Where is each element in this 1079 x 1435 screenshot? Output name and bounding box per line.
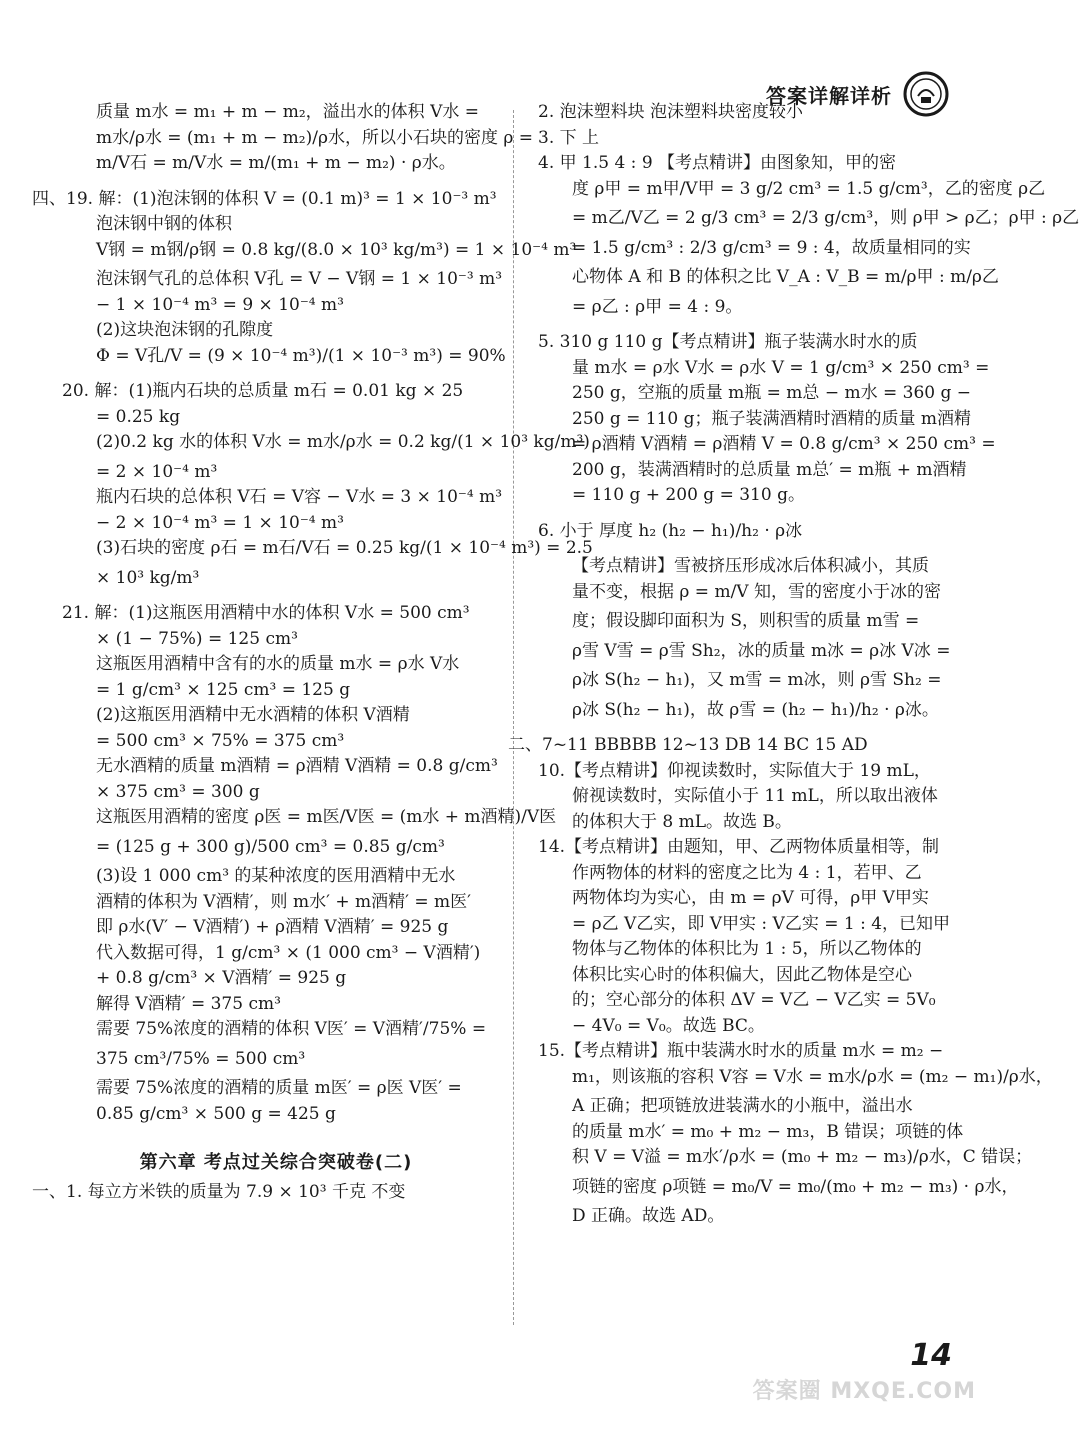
text-line: × 10³ kg/m³ <box>96 567 200 588</box>
text-line: − 4V₀ = V₀。故选 BC。 <box>572 1015 765 1036</box>
text-line: = 2 × 10⁻⁴ m³ <box>96 461 218 482</box>
text-line: 二、7~11 BBBBB 12~13 DB 14 BC 15 AD <box>508 735 868 755</box>
text-line: 一、1. 每立方米铁的质量为 7.9 × 10³ 千克 不变 <box>32 1182 406 1202</box>
text-line: = ρ乙 V乙实，即 V甲实 : V乙实 = 1 : 4，已知甲 <box>572 913 951 934</box>
text-line: m/V石 = m/V水 = m/(m₁ + m − m₂) · ρ水。 <box>96 153 456 173</box>
text-line: 俯视读数时，实际值小于 11 mL，所以取出液体 <box>572 786 938 806</box>
column-divider <box>513 110 514 1325</box>
text-line: V钢 = m钢/ρ钢 = 0.8 kg/(8.0 × 10³ kg/m³) = 1 × 10⁻⁴ m³ <box>96 239 577 260</box>
text-line: ρ雪 V雪 = ρ雪 Sh₂，冰的质量 m冰 = ρ冰 V冰 = <box>572 640 951 661</box>
text-line: 度 ρ甲 = m甲/V甲 = 3 g/2 cm³ = 1.5 g/cm³，乙的密度 ρ乙 <box>572 178 1046 199</box>
text-line: (3)石块的密度 ρ石 = m石/V石 = 0.25 kg/(1 × 10⁻⁴ m³) = 2.5 <box>96 538 593 558</box>
text-line: 10.【考点精讲】仰视读数时，实际值大于 19 mL， <box>538 760 931 781</box>
text-line: ρ冰 S(h₂ − h₁)，又 m雪 = m冰，则 ρ雪 Sh₂ = <box>572 670 942 690</box>
text-line: 需要 75%浓度的酒精的体积 V医′ = V酒精′/75% = <box>96 1019 487 1039</box>
text-line: = 1.5 g/cm³ : 2/3 g/cm³ = 9 : 4，故质量相同的实 <box>572 237 971 258</box>
text-line: 这瓶医用酒精的密度 ρ医 = m医/V医 = (m水 + m酒精)/V医 <box>96 807 557 827</box>
text-line: 四、19. 解：(1)泡沫钢的体积 V = (0.1 m)³ = 1 × 10⁻³ m³ <box>32 188 497 209</box>
text-line: 积 V = V溢 = m水′/ρ水 = (m₀ + m₂ − m₃)/ρ水，C 错误； <box>572 1147 1033 1167</box>
text-line: 14.【考点精讲】由题知，甲、乙两物体质量相等，制 <box>538 837 940 857</box>
text-line: 质量 m水 = m₁ + m − m₂，溢出水的体积 V水 = <box>96 102 479 122</box>
text-line: 项链的密度 ρ项链 = m₀/V = m₀/(m₀ + m₂ − m₃) · ρ水， <box>572 1176 1019 1197</box>
text-line: = 0.25 kg <box>96 406 181 427</box>
text-line: 体积比实心时的体积偏大，因此乙物体是空心 <box>572 964 912 985</box>
text-line: = m乙/V乙 = 2 g/3 cm³ = 2/3 g/cm³，则 ρ甲 > ρ乙；ρ甲 : ρ乙 <box>572 208 1079 228</box>
text-line: 250 g = 110 g；瓶子装满酒精时酒精的质量 m酒精 <box>572 408 972 429</box>
text-line: + 0.8 g/cm³ × V酒精′ = 925 g <box>96 968 347 988</box>
header-title: 答案详解详析 <box>766 83 892 108</box>
text-line: 250 g，空瓶的质量 m瓶 = m总 − m水 = 360 g − <box>572 383 972 403</box>
text-line: 作两物体的材料的密度之比为 4 : 1，若甲、乙 <box>572 862 922 883</box>
text-line: 20. 解：(1)瓶内石块的总质量 m石 = 0.01 kg × 25 <box>62 381 464 401</box>
text-line: A 正确；把项链放进装满水的小瓶中，溢出水 <box>572 1096 913 1116</box>
text-line: 量 m水 = ρ水 V水 = ρ水 V = 1 g/cm³ × 250 cm³ = <box>572 357 990 378</box>
text-line: 2. 泡沫塑料块 泡沫塑料块密度较小 <box>538 102 804 122</box>
text-line: 无水酒精的质量 m酒精 = ρ酒精 V酒精 = 0.8 g/cm³ <box>96 756 498 776</box>
text-line: 酒精的体积为 V酒精′，则 m水′ + m酒精′ = m医′ <box>96 891 471 912</box>
text-line: ρ冰 S(h₂ − h₁)，故 ρ雪 = (h₂ − h₁)/h₂ · ρ冰。 <box>572 699 939 720</box>
text-line: = ρ酒精 V酒精 = ρ酒精 V = 0.8 g/cm³ × 250 cm³ = <box>572 434 996 454</box>
text-line: m₁，则该瓶的容积 V容 = V水 = m水/ρ水 = (m₂ − m₁)/ρ水， <box>572 1066 1053 1087</box>
text-line: 需要 75%浓度的酒精的质量 m医′ = ρ医 V医′ = <box>96 1078 462 1098</box>
text-line: 0.85 g/cm³ × 500 g = 425 g <box>96 1103 336 1124</box>
text-line: (2)这块泡沫钢的孔隙度 <box>96 320 274 340</box>
text-line: 6. 小于 厚度 h₂ (h₂ − h₁)/h₂ · ρ冰 <box>538 520 803 541</box>
page-number: 14 <box>910 1338 952 1373</box>
text-line: 心物体 A 和 B 的体积之比 V_A : V_B = m/ρ甲 : m/ρ乙 <box>572 267 999 287</box>
text-line: (2)这瓶医用酒精中无水酒精的体积 V酒精 <box>96 705 410 725</box>
text-line: 度；假设脚印面积为 S，则积雪的质量 m雪 = <box>572 611 920 631</box>
text-line: 瓶内石块的总体积 V石 = V容 − V水 = 3 × 10⁻⁴ m³ <box>96 487 503 507</box>
text-line: (2)0.2 kg 水的体积 V水 = m水/ρ水 = 0.2 kg/(1 × 10³ kg/m³) <box>96 432 590 452</box>
text-line: 泡沫钢气孔的总体积 V孔 = V − V钢 = 1 × 10⁻³ m³ <box>96 269 503 289</box>
text-line: = 110 g + 200 g = 310 g。 <box>572 485 805 505</box>
text-line: 5. 310 g 110 g【考点精讲】瓶子装满水时水的质 <box>538 332 918 352</box>
text-line: Φ = V孔/V = (9 × 10⁻⁴ m³)/(1 × 10⁻³ m³) = 90% <box>96 345 506 366</box>
text-line: 的；空心部分的体积 ΔV = V乙 − V乙实 = 5V₀ <box>572 990 936 1010</box>
text-line: 的质量 m水′ = m₀ + m₂ − m₃，B 错误；项链的体 <box>572 1121 964 1142</box>
text-line: 的体积大于 8 mL。故选 B。 <box>572 811 792 832</box>
text-line: − 2 × 10⁻⁴ m³ = 1 × 10⁻⁴ m³ <box>96 512 344 533</box>
text-line: (3)设 1 000 cm³ 的某种浓度的医用酒精中无水 <box>96 866 456 886</box>
text-line: 这瓶医用酒精中含有的水的质量 m水 = ρ水 V水 <box>96 654 460 674</box>
watermark: 答案圈 MXQE.COM <box>752 1379 976 1404</box>
text-line: 两物体均为实心，由 m = ρV 可得，ρ甲 V甲实 <box>572 888 929 908</box>
text-line: 量不变，根据 ρ = m/V 知，雪的密度小于冰的密 <box>572 581 941 602</box>
chapter-title: 第六章 考点过关综合突破卷(二) <box>139 1152 413 1173</box>
text-line: 物体与乙物体的体积比为 1 : 5，所以乙物体的 <box>572 939 922 959</box>
text-line: = 500 cm³ × 75% = 375 cm³ <box>96 730 345 751</box>
text-line: m水/ρ水 = (m₁ + m − m₂)/ρ水，所以小石块的密度 ρ = <box>96 127 534 148</box>
text-line: 15.【考点精讲】瓶中装满水时水的质量 m水 = m₂ − <box>538 1041 944 1061</box>
text-line: D 正确。故选 AD。 <box>572 1206 725 1226</box>
text-line: 21. 解：(1)这瓶医用酒精中水的体积 V水 = 500 cm³ <box>62 603 470 623</box>
text-line: 解得 V酒精′ = 375 cm³ <box>96 993 281 1014</box>
text-line: 泡沫钢中钢的体积 <box>96 214 232 234</box>
text-line: = (125 g + 300 g)/500 cm³ = 0.85 g/cm³ <box>96 836 445 857</box>
text-line: 代入数据可得，1 g/cm³ × (1 000 cm³ − V酒精′) <box>96 942 481 963</box>
text-line: 200 g，装满酒精时的总质量 m总′ = m瓶 + m酒精 <box>572 459 967 480</box>
text-line: 即 ρ水(V′ − V酒精′) + ρ酒精 V酒精′ = 925 g <box>96 917 449 937</box>
text-line: 4. 甲 1.5 4 : 9 【考点精讲】由图象知，甲的密 <box>538 153 897 173</box>
text-line: = ρ乙 : ρ甲 = 4 : 9。 <box>572 296 743 317</box>
right-column <box>508 100 1079 1230</box>
text-line: = 1 g/cm³ × 125 cm³ = 125 g <box>96 679 351 700</box>
text-line: 375 cm³/75% = 500 cm³ <box>96 1048 306 1069</box>
text-line: × 375 cm³ = 300 g <box>96 781 260 802</box>
text-line: − 1 × 10⁻⁴ m³ = 9 × 10⁻⁴ m³ <box>96 294 344 315</box>
text-line: × (1 − 75%) = 125 cm³ <box>96 628 298 649</box>
text-line: 【考点精讲】雪被挤压形成冰后体积减小，其质 <box>572 556 929 576</box>
text-line: 3. 下 上 <box>538 127 600 148</box>
